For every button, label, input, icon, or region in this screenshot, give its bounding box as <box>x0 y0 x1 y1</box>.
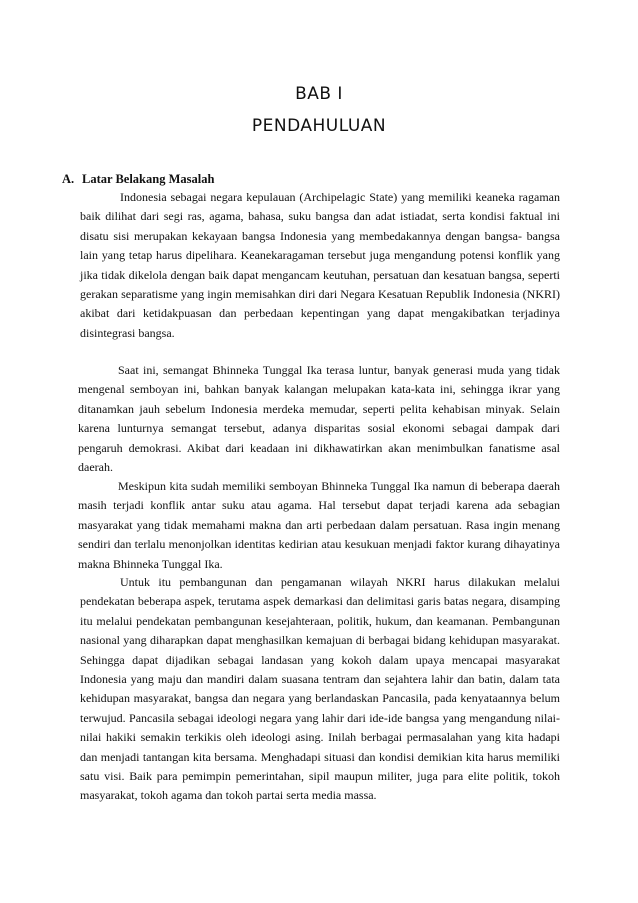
chapter-title: PENDAHULUAN <box>251 116 387 136</box>
chapter-number: BAB I <box>295 84 343 104</box>
paragraph-2: Saat ini, semangat Bhinneka Tunggal Ika terasa luntur, banyak generasi muda yang tidak mengenal semboyan ini, bahkan banyak kalangan melupakan kata-kata ini, sehingga ikrar yang ditanamkan jauh sebelum Indonesia merdeka memudar, seperti pelita kehabisan minyak. Selain karena lunturnya semangat tersebut, adanya disparitas sosial ekonomi sebagai dampak dari pengaruh demokrasi. Akibat dari keadaan ini dikhawatirkan akan menimbulkan fanatisme asal daerah. <box>78 363 560 475</box>
section-heading-text: Latar Belakang Masalah <box>82 172 215 186</box>
paragraph-4: Untuk itu pembangunan dan pengamanan wilayah NKRI harus dilakukan melalui pendekatan beberapa aspek, terutama aspek demarkasi dan delimitasi garis batas negara, disamping itu melalui pendekatan pembangunan kesejahteraan, politik, hukum, dan keamanan. Pembangunan nasional yang diharapkan dapat menghasilkan kemajuan di berbagai bidang kehidupan masyarakat. Sehingga dapat dijadikan sebagai landasan yang kokoh dalam upaya mencapai masyarakat Indonesia yang maju dan mandiri dalam suasana tentram dan sejahtera lahir dan batin, dalam tata kehidupan masyarakat, bangsa dan negara yang berlandaskan Pancasila, pada kenyataannya belum terwujud. Pancasila sebagai ideologi negara yang lahir dari ide-ide bangsa yang mengandung nilai-nilai hakiki semakin terkikis oleh ideologi asing. Inilah berbagai permasalahan yang kita hadapi dan menjadi tantangan kita bersama. Menghadapi situasi dan kondisi demikian kita harus memiliki satu visi. Baik para pemimpin pemerintahan, sipil maupun militer, juga para elite politik, tokoh masyarakat, tokoh agama dan tokoh partai serta media massa. <box>80 575 560 803</box>
paragraph-3: Meskipun kita sudah memiliki semboyan Bhinneka Tunggal Ika namun di beberapa daerah masih terjadi konflik antar suku atau agama. Hal tersebut dapat terjadi karena ada sebagian masyarakat yang tidak memahami makna dan arti perbedaan dalam persatuan. Rasa ingin menang sendiri dan terlalu menonjolkan identitas kedirian atau kesukuan menjadi faktor kurang dihayatinya makna Bhinneka Tunggal Ika. <box>78 479 560 571</box>
section-heading <box>62 172 214 187</box>
paragraph-1: Indonesia sebagai negara kepulauan (Archipelagic State) yang memiliki keaneka ragaman baik dilihat dari segi ras, agama, bahasa, suku bangsa dan adat istiadat, serta kondisi faktual ini disatu sisi merupakan kekayaan bangsa Indonesia yang membedakannya dengan bangsa- bangsa lain yang tetap harus dipelihara. Keanekaragaman tersebut juga mengandung potensi konflik yang jika tidak dikelola dengan baik dapat mengancam keutuhan, persatuan dan kesatuan bangsa, seperti gerakan separatisme yang ingin memisahkan diri dari Negara Kesatuan Republik Indonesia (NKRI) akibat dari ketidakpuasan dan perbedaan kepentingan yang dapat mengakibatkan terjadinya disintegrasi bangsa. <box>80 190 560 340</box>
section-letter: A. <box>62 172 75 186</box>
